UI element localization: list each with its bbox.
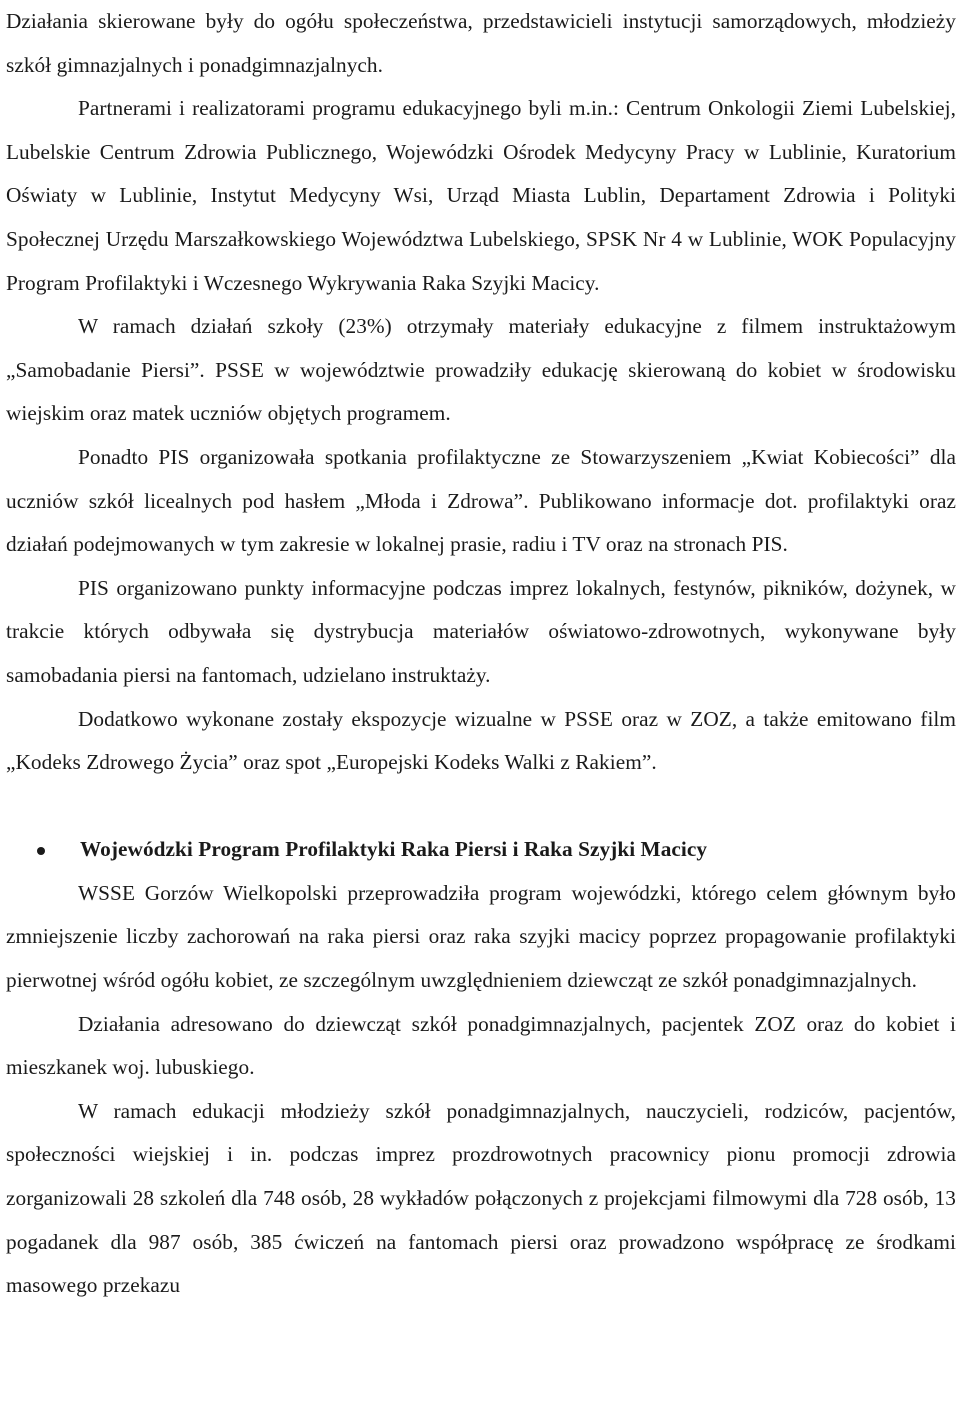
document-page xyxy=(6,0,956,1308)
paragraph-association-meetings: Ponadto PIS organizowała spotkania profilaktyczne ze Stowarzyszeniem „Kwiat Kobiecości” dla uczniów szkół licealnych pod hasłem „Młoda i Zdrowa”. Publikowano informacje dot. profilaktyki oraz działań podejmowanych w tym zakresie w lokalnej prasie, radiu i TV oraz na stronach PIS. xyxy=(6,444,956,557)
section-heading-text: Wojewódzki Program Profilaktyki Raka Piersi i Raka Szyjki Macicy xyxy=(80,837,708,862)
section-spacer xyxy=(6,785,956,829)
bullet-icon xyxy=(37,847,45,855)
paragraph-exhibitions: Dodatkowo wykonane zostały ekspozycje wizualne w PSSE oraz w ZOZ, a także emitowano film „Kodeks Zdrowego Życia” oraz spot „Europejski Kodeks Walki z Rakiem”. xyxy=(6,706,956,775)
paragraph-target-groups: Działania adresowano do dziewcząt szkół ponadgimnazjalnych, pacjentek ZOZ oraz do kobiet i mieszkanek woj. lubuskiego. xyxy=(6,1011,956,1080)
section-heading xyxy=(6,828,956,872)
paragraph-partners: Partnerami i realizatorami programu edukacyjnego byli m.in.: Centrum Onkologii Ziemi Lubelskiej, Lubelskie Centrum Zdrowia Publicznego, Wojewódzki Ośrodek Medycyny Pracy w Lublinie, Kuratorium Oświaty w Lublinie, Instytut Medycyny Wsi, Urząd Miasta Lublin, Departament Zdrowia i Polityki Społecznej Urzędu Marszałkowskiego Województwa Lubelskiego, SPSK Nr 4 w Lublinie, WOK Populacyjny Program Profilaktyki i Wczesnego Wykrywania Raka Szyjki Macicy. xyxy=(6,96,956,295)
paragraph-schools-materials: W ramach działań szkoły (23%) otrzymały materiały edukacyjne z filmem instruktażowym „Samobadanie Piersi”. PSSE w województwie prowadziły edukację skierowaną do kobiet w środowisku wiejskim oraz matek uczniów objętych programem. xyxy=(6,314,956,426)
paragraph-audience: Działania skierowane były do ogółu społeczeństwa, przedstawicieli instytucji samorządowych, młodzieży szkół gimnazjalnych i ponadgimnazjalnych. xyxy=(6,9,956,77)
paragraph-information-points: PIS organizowano punkty informacyjne podczas imprez lokalnych, festynów, pikników, dożynek, w trakcie których odbywała się dystrybucja materiałów oświatowo-zdrowotnych, wykonywane były samobadania piersi na fantomach, udzielano instruktaży. xyxy=(6,575,956,687)
paragraph-education-stats: W ramach edukacji młodzieży szkół ponadgimnazjalnych, nauczycieli, rodziców, pacjentów, społeczności wiejskiej i in. podczas imprez prozdrowotnych pracownicy pionu promocji zdrowia zorganizowali 28 szkoleń dla 748 osób, 28 wykładów połączonych z projekcjami filmowymi dla 728 osób, 13 pogadanek dla 987 osób, 385 ćwiczeń na fantomach piersi oraz prowadzono współpracę ze środkami masowego przekazu xyxy=(6,1098,956,1298)
paragraph-program-goal: WSSE Gorzów Wielkopolski przeprowadziła program wojewódzki, którego celem głównym było zmniejszenie liczby zachorowań na raka piersi oraz raka szyjki macicy poprzez propagowanie profilaktyki pierwotnej wśród ogółu kobiet, ze szczególnym uwzględnieniem dziewcząt ze szkół ponadgimnazjalnych. xyxy=(6,880,956,993)
